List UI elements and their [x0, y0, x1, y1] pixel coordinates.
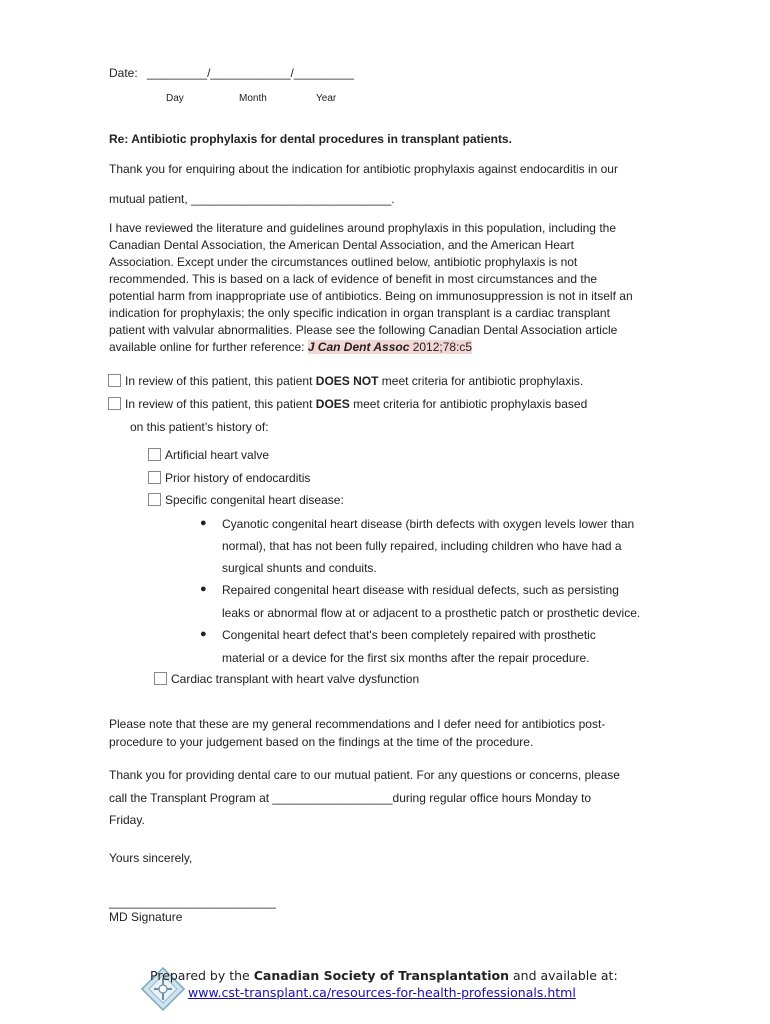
- bullet-text: normal), that has not been fully repaired, including children who have had a: [222, 539, 622, 553]
- checkbox-icon[interactable]: [148, 471, 161, 484]
- date-year-label: Year: [316, 93, 337, 104]
- reference-journal: J Can Dent Assoc: [307, 340, 410, 354]
- signature-label: MD Signature: [109, 910, 183, 924]
- thanks-line: Thank you for providing dental care to our mutual patient. For any questions or concerns, please: [109, 768, 620, 782]
- option2-text-bold: DOES: [315, 397, 350, 411]
- thanks-line-phone[interactable]: call the Transplant Program at __________________during regular office hours Monday to: [109, 791, 592, 805]
- criteria-endocarditis: [148, 471, 310, 485]
- thanks-line: Friday.: [109, 813, 145, 827]
- paragraph-line: patient with valvular abnormalities. Please see the following Canadian Dental Association article: [109, 323, 618, 337]
- note-line: procedure to your judgement based on the findings at the time of the procedure.: [109, 735, 534, 749]
- footer-url[interactable]: www.cst-transplant.ca/resources-for-health-professionals.html: [188, 985, 576, 1000]
- criteria-artificial-valve: [148, 448, 269, 462]
- date-blanks[interactable]: _________/____________/_________: [147, 66, 354, 80]
- bullet-text: leaks or abnormal flow at or adjacent to a prosthetic patch or prosthetic device.: [222, 606, 641, 620]
- checkbox-icon[interactable]: [148, 493, 161, 506]
- footer-link[interactable]: [188, 985, 576, 1000]
- paragraph-last-prefix: available online for further reference:: [109, 340, 308, 354]
- bullet-icon: ●: [200, 628, 207, 640]
- criteria-label: Cardiac transplant with heart valve dysfunction: [171, 672, 420, 686]
- option1-text-post: meet criteria for antibiotic prophylaxis.: [378, 374, 584, 388]
- paragraph-line: I have reviewed the literature and guidelines around prophylaxis in this population, including the: [109, 221, 616, 235]
- closing: Yours sincerely,: [109, 851, 193, 865]
- option2-text-post: meet criteria for antibiotic prophylaxis based: [349, 397, 588, 411]
- footer-pre: Prepared by the: [150, 968, 254, 983]
- option-does-meet: [108, 397, 587, 411]
- option1-text-pre: In review of this patient, this patient: [125, 374, 316, 388]
- option-does-not-meet: [108, 374, 583, 388]
- footer-org: Canadian Society of Transplantation: [253, 968, 510, 983]
- date-day-label: Day: [166, 93, 184, 104]
- checkbox-icon[interactable]: [108, 397, 121, 410]
- signature-line[interactable]: _________________________: [109, 895, 276, 909]
- subject-line: Re: Antibiotic prophylaxis for dental procedures in transplant patients.: [109, 132, 512, 146]
- bullet-icon: ●: [200, 517, 207, 529]
- checkbox-icon[interactable]: [108, 374, 121, 387]
- criteria-congenital: [148, 493, 344, 507]
- bullet-text: material or a device for the first six months after the repair procedure.: [222, 651, 590, 665]
- reference-citation: [308, 340, 472, 354]
- paragraph-line: Canadian Dental Association, the American Dental Association, and the American Heart: [109, 238, 574, 252]
- date-month-label: Month: [239, 93, 267, 104]
- paragraph-line: Association. Except under the circumstances outlined below, antibiotic prophylaxis is not: [109, 255, 578, 269]
- bullet-text: Repaired congenital heart disease with residual defects, such as persisting: [222, 583, 619, 597]
- criteria-label: Prior history of endocarditis: [165, 471, 311, 485]
- footer-post: and available at:: [509, 968, 618, 983]
- paragraph-line: potential harm from inappropriate use of antibiotics. Being on immunosuppression is not in itself an: [109, 289, 633, 303]
- criteria-label: Specific congenital heart disease:: [165, 493, 344, 507]
- footer-credit: [150, 968, 618, 983]
- checkbox-icon[interactable]: [148, 448, 161, 461]
- option2-text-pre: In review of this patient, this patient: [125, 397, 316, 411]
- option1-text-bold: DOES NOT: [315, 374, 379, 388]
- date-row: [109, 66, 354, 80]
- paragraph-line: indication for prophylaxis; the only specific indication in organ transplant is a cardiac transplant: [109, 306, 610, 320]
- bullet-text: Cyanotic congenital heart disease (birth defects with oxygen levels lower than: [222, 517, 635, 531]
- date-label: Date:: [109, 66, 138, 80]
- bullet-text: Congenital heart defect that's been completely repaired with prosthetic: [222, 628, 596, 642]
- note-line: Please note that these are my general recommendations and I defer need for antibiotics post-: [109, 717, 606, 731]
- intro-line-2[interactable]: mutual patient, ______________________________.: [109, 192, 395, 206]
- criteria-cardiac-transplant: [154, 672, 419, 686]
- bullet-icon: ●: [200, 583, 207, 595]
- option2-continuation: on this patient’s history of:: [130, 420, 269, 434]
- paragraph-line: recommended. This is based on a lack of evidence of benefit in most circumstances and the: [109, 272, 598, 286]
- paragraph-last-line: [109, 340, 472, 354]
- reference-detail: 2012;78:c5: [409, 340, 473, 354]
- criteria-label: Artificial heart valve: [165, 448, 270, 462]
- bullet-text: surgical shunts and conduits.: [222, 561, 377, 575]
- intro-line-1: Thank you for enquiring about the indication for antibiotic prophylaxis against endocarditis in our: [109, 162, 618, 176]
- checkbox-icon[interactable]: [154, 672, 167, 685]
